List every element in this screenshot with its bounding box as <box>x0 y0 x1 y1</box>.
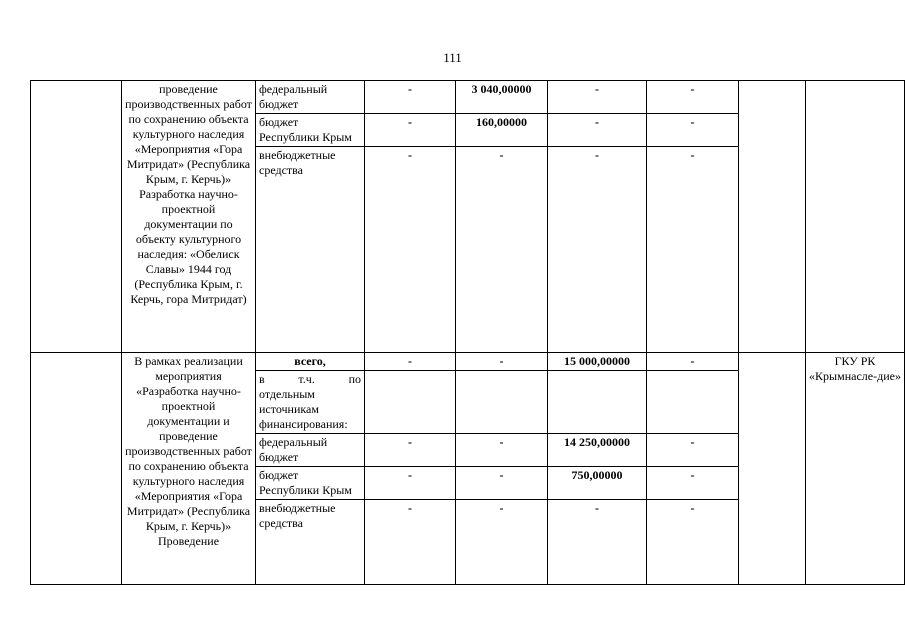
source-label: внебюджетные средства <box>256 500 365 585</box>
table-row <box>31 353 905 371</box>
value-cell: - <box>456 434 548 467</box>
value-cell: - <box>548 81 647 114</box>
table-row <box>31 81 905 114</box>
empty-cell <box>806 81 905 353</box>
value-cell: - <box>647 114 739 147</box>
source-label: бюджет Республики Крым <box>256 467 365 500</box>
value-cell: 3 040,00000 <box>456 81 548 114</box>
empty-cell <box>548 371 647 434</box>
value-cell: - <box>365 434 456 467</box>
sources-label <box>256 371 365 434</box>
value-cell: - <box>365 147 456 353</box>
source-label: бюджет Республики Крым <box>256 114 365 147</box>
total-label: всего, <box>256 353 365 371</box>
measure-description: проведение производственных работ по сохранению объекта культурного наследия «Мероприятия «Гора Митридат» (Республика Крым, г. Керчь)» Разработка научно-проектной документации по объекту культурного наследия: «Обелиск Славы» 1944 год (Республика Крым, г. Керчь, гора Митридат) <box>122 81 256 353</box>
value-cell: - <box>647 500 739 585</box>
sources-word: по <box>348 372 361 386</box>
value-cell: - <box>456 500 548 585</box>
sources-word: т.ч. <box>298 372 315 386</box>
value-cell: - <box>365 353 456 371</box>
value-cell: - <box>456 353 548 371</box>
source-label: федеральный бюджет <box>256 81 365 114</box>
page-number: 111 <box>443 50 462 65</box>
empty-cell <box>365 371 456 434</box>
value-cell: - <box>365 81 456 114</box>
value-cell: - <box>365 467 456 500</box>
value-cell: - <box>365 500 456 585</box>
value-cell: - <box>647 353 739 371</box>
empty-cell <box>31 353 122 585</box>
value-cell: - <box>647 81 739 114</box>
value-cell: 15 000,00000 <box>548 353 647 371</box>
empty-cell <box>739 81 806 353</box>
value-cell: - <box>548 114 647 147</box>
source-label: федеральный бюджет <box>256 434 365 467</box>
value-cell: - <box>365 114 456 147</box>
value-cell: - <box>456 147 548 353</box>
executor: ГКУ РК «Крымнасле-дие» <box>806 353 905 585</box>
value-cell: 14 250,00000 <box>548 434 647 467</box>
empty-cell <box>31 81 122 353</box>
value-cell: 160,00000 <box>456 114 548 147</box>
value-cell: - <box>647 434 739 467</box>
value-cell: - <box>548 147 647 353</box>
empty-cell <box>739 353 806 585</box>
sources-word: в <box>259 372 265 386</box>
value-cell: - <box>647 147 739 353</box>
value-cell: 750,00000 <box>548 467 647 500</box>
value-cell: - <box>456 467 548 500</box>
value-cell: - <box>647 467 739 500</box>
empty-cell <box>647 371 739 434</box>
sources-rest: отдельным источникам финансирования: <box>259 387 348 431</box>
budget-table <box>30 80 905 585</box>
value-cell: - <box>548 500 647 585</box>
source-label: внебюджетные средства <box>256 147 365 353</box>
measure-description: В рамках реализации мероприятия «Разработка научно-проектной документации и проведение производственных работ по сохранению объекта культурного наследия «Мероприятия «Гора Митридат» (Республика Крым, г. Керчь)» Проведение <box>122 353 256 585</box>
empty-cell <box>456 371 548 434</box>
